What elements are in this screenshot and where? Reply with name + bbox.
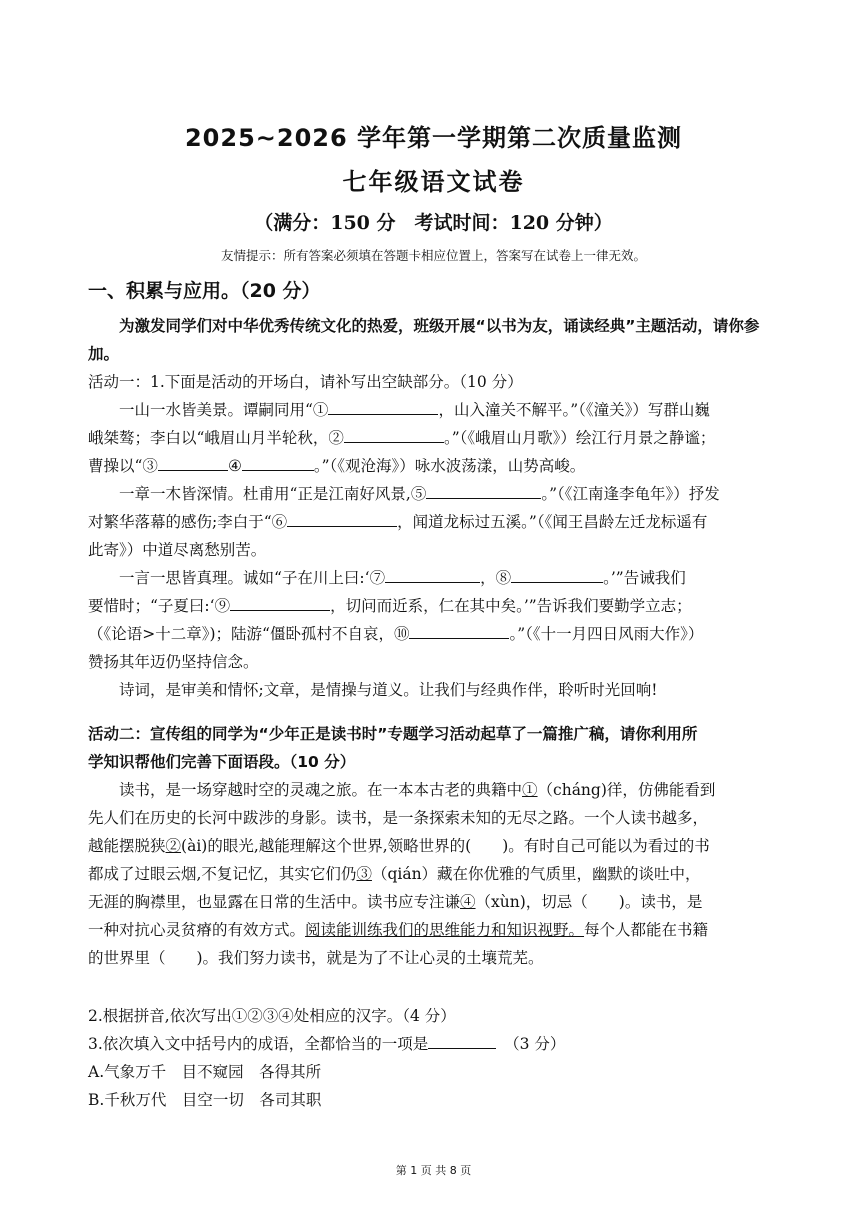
blank-5 bbox=[426, 480, 541, 499]
para-line: 要惜时；“子夏曰:‘⑨ ，切问而近系，仁在其中矣。’”告诉我们要勤学立志； bbox=[88, 592, 783, 620]
para-line: 越能摆脱狭②(ài)的眼光,越能理解这个世界,领略世界的( )。有时自己可能以为看过的书 bbox=[88, 837, 710, 855]
blank-7 bbox=[385, 564, 480, 583]
score-time: （满分：150 分 考试时间：120 分钟） bbox=[254, 212, 613, 234]
questions bbox=[88, 1002, 783, 1114]
option-a: A.气象万千 目不窥园 各得其所 bbox=[88, 1063, 322, 1081]
question-2: 2.根据拼音,依次写出①②③④处相应的汉字。（4 分） bbox=[88, 1007, 456, 1025]
option-b: B.千秋万代 目空一切 各司其职 bbox=[88, 1091, 322, 1109]
blank-9 bbox=[230, 592, 330, 611]
para-line: 一山一水皆美景。谭嗣同用“① ，山入潼关不解平。”（《潼关》）写群山巍 bbox=[88, 396, 783, 424]
blank-pinyin-2: ② bbox=[165, 837, 182, 855]
blank-q3 bbox=[428, 1030, 496, 1049]
exam-title: 2025~2026 学年第一学期第二次质量监测 bbox=[184, 124, 683, 152]
page-number: 第 1 页 共 8 页 bbox=[395, 1164, 472, 1177]
blank-1 bbox=[328, 396, 438, 415]
blank-pinyin-3: ③ bbox=[356, 865, 372, 883]
para-line: 的世界里（ )。我们努力读书，就是为了不让心灵的土壤荒芜。 bbox=[88, 949, 544, 967]
section-heading: 一、积累与应用。（20 分） bbox=[88, 280, 321, 302]
para-line: 一言一思皆真理。诚如“子在川上曰:‘⑦ ，⑧ 。’”告诫我们 bbox=[88, 564, 783, 592]
activity-two bbox=[88, 720, 783, 972]
blank-8 bbox=[511, 564, 603, 583]
blank-pinyin-4: ④ bbox=[460, 893, 476, 911]
question-3: 3.依次填入文中括号内的成语，全都恰当的一项是 （3 分） bbox=[88, 1030, 783, 1058]
exam-subtitle: 七年级语文试卷 bbox=[342, 168, 525, 196]
activity-two-label: 活动二：宣传组的同学为“少年正是读书时”专题学习活动起草了一篇推广稿，请你利用所 bbox=[88, 725, 698, 743]
para-line: 峨桀骜；李白以“峨眉山月半轮秋，② 。”（《峨眉山月歌》）绘江行月景之静谧； bbox=[88, 424, 783, 452]
para-line: 诗词，是审美和情怀;文章，是情操与道义。让我们与经典作伴，聆听时光回响! bbox=[119, 681, 658, 699]
activity-one-label: 活动一：1.下面是活动的开场白，请补写出空缺部分。（10 分） bbox=[88, 373, 523, 391]
blank-6 bbox=[287, 508, 397, 527]
para-line: 赞扬其年迈仍坚持信念。 bbox=[88, 653, 259, 671]
para-line: 读书，是一场穿越时空的灵魂之旅。在一本本古老的典籍中①（cháng)徉，仿佛能看到 bbox=[119, 781, 716, 799]
para-line: 曹操以“③ ④ 。”（《观沧海》）咏水波荡漾，山势高峻。 bbox=[88, 452, 783, 480]
activity-one bbox=[88, 368, 783, 704]
blank-4 bbox=[242, 452, 314, 471]
para-line: 此寄》）中道尽离愁别苦。 bbox=[88, 541, 267, 559]
activity-two-label: 学知识帮他们完善下面语段。（10 分） bbox=[88, 753, 356, 771]
para-line: 无涯的胸襟里，也显露在日常的生活中。读书应专注谦④（xùn)，切忌（ )。读书，是 bbox=[88, 893, 703, 911]
para-line: 先人们在历史的长河中跋涉的身影。读书，是一条探索未知的无尽之路。一个人读书越多， bbox=[88, 809, 709, 827]
para-line: 一种对抗心灵贫瘠的有效方式。阅读能训练我们的思维能力和知识视野。每个人都能在书籍 bbox=[88, 921, 709, 939]
friendly-hint: 友情提示：所有答案必须填在答题卡相应位置上，答案写在试卷上一律无效。 bbox=[220, 248, 646, 263]
para-line: （《论语>十二章》)；陆游“僵卧孤村不自哀，⑩ 。”（《十一月四日风雨大作》） bbox=[88, 620, 783, 648]
blank-10 bbox=[409, 620, 509, 639]
para-line: 一章一木皆深情。杜甫用“正是江南好风景,⑤ 。”（《江南逢李龟年》）抒发 bbox=[88, 480, 783, 508]
blank-2 bbox=[344, 424, 444, 443]
blank-pinyin-1: ① bbox=[522, 781, 538, 799]
para-line: 都成了过眼云烟,不复记忆，其实它们仍③（qián）藏在你优雅的气质里，幽默的谈吐中， bbox=[88, 865, 701, 883]
para-line: 对繁华落幕的感伤;李白于“⑥ ，闻道龙标过五溪。”（《闻王昌龄左迁龙标遥有 bbox=[88, 508, 783, 536]
blank-3 bbox=[158, 452, 228, 471]
section-intro: 为激发同学们对中华优秀传统文化的热爱，班级开展“以书为友，诵读经典”主题活动，请你参加。 bbox=[88, 317, 760, 363]
underlined-sentence: 阅读能训练我们的思维能力和知识视野。 bbox=[305, 921, 585, 939]
